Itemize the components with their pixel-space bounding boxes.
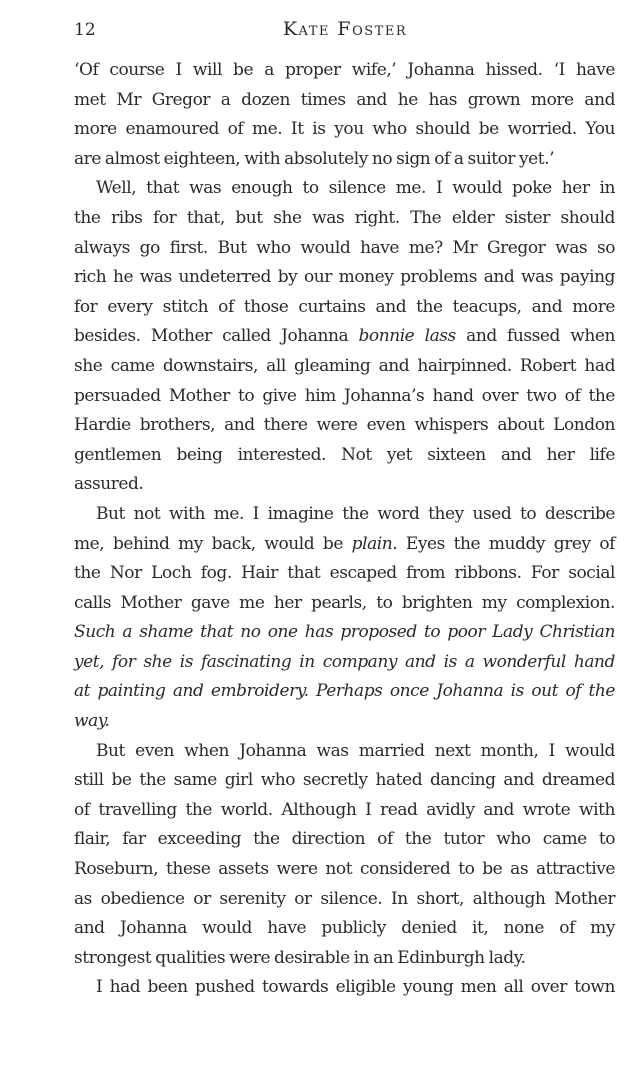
text-line: assured.	[74, 474, 144, 495]
text-line: me, behind my back, would be plain. Eyes the muddy grey of	[74, 533, 615, 554]
text-line: rich he was undeterred by our money problems and was paying	[74, 267, 615, 288]
page-header	[74, 18, 616, 46]
text-line: still be the same girl who secretly hated dancing and dreamed	[74, 770, 615, 791]
body-text	[74, 56, 615, 1003]
text-line: met Mr Gregor a dozen times and he has grown more and	[74, 89, 615, 110]
italic-text: yet, for she is fascinating in company and is a wonderful hand	[74, 651, 615, 672]
running-head-author: Kate Foster	[282, 18, 408, 40]
paragraph	[74, 174, 615, 500]
page-number: 12	[74, 20, 96, 40]
text-line: persuaded Mother to give him Johanna’s hand over two of the	[74, 385, 615, 406]
text-line	[74, 618, 615, 648]
text-line: Well, that was enough to silence me. I would poke her in	[96, 178, 615, 199]
italic-text: plain	[351, 533, 393, 554]
text-line: as obedience or serenity or silence. In short, although Mother	[74, 888, 615, 909]
italic-text: Such a shame that no one has proposed to poor Lady Christian	[74, 622, 615, 643]
text-line: flair, far exceeding the direction of the tutor who came to	[74, 829, 615, 850]
text-line: more enamoured of me. It is you who should be worried. You	[74, 119, 615, 140]
text-line: besides. Mother called Johanna bonnie lass and fussed when	[74, 326, 615, 347]
italic-text: at painting and embroidery. Perhaps once Johanna is out of the	[74, 681, 615, 702]
text-line: of travelling the world. Although I read avidly and wrote with	[74, 799, 615, 820]
text-line: Hardie brothers, and there were even whispers about London	[74, 415, 615, 436]
italic-text: bonnie lass	[358, 326, 456, 347]
text-line	[74, 677, 615, 707]
text-line: But even when Johanna was married next month, I would	[96, 740, 615, 761]
text-line: are almost eighteen, with absolutely no sign of a suitor yet.’	[74, 148, 555, 169]
text-line: she came downstairs, all gleaming and hairpinned. Robert had	[74, 355, 615, 376]
paragraph	[74, 737, 615, 974]
text-line: the Nor Loch fog. Hair that escaped from ribbons. For social	[74, 563, 615, 584]
text-line: for every stitch of those curtains and the teacups, and more	[74, 296, 615, 317]
text-line: the ribs for that, but she was right. The elder sister should	[74, 207, 615, 228]
italic-text: way.	[74, 711, 110, 732]
text-line: strongest qualities were desirable in an Edinburgh lady.	[74, 947, 526, 968]
text-line: calls Mother gave me her pearls, to brighten my complexion.	[74, 592, 615, 613]
text-line: I had been pushed towards eligible young men all over town	[96, 977, 615, 998]
text-line	[74, 648, 615, 678]
text-line: and Johanna would have publicly denied it, none of my	[74, 918, 615, 939]
text-line: always go first. But who would have me? Mr Gregor was so	[74, 237, 615, 258]
paragraph	[74, 56, 615, 174]
text-line	[74, 707, 615, 737]
text-line: gentlemen being interested. Not yet sixteen and her life	[74, 444, 615, 465]
text-line: But not with me. I imagine the word they used to describe	[96, 503, 615, 524]
paragraph	[74, 973, 615, 1003]
text-line: ‘Of course I will be a proper wife,’ Johanna hissed. ‘I have	[74, 60, 615, 80]
paragraph	[74, 500, 615, 737]
text-line: Roseburn, these assets were not considered to be as attractive	[74, 859, 615, 880]
